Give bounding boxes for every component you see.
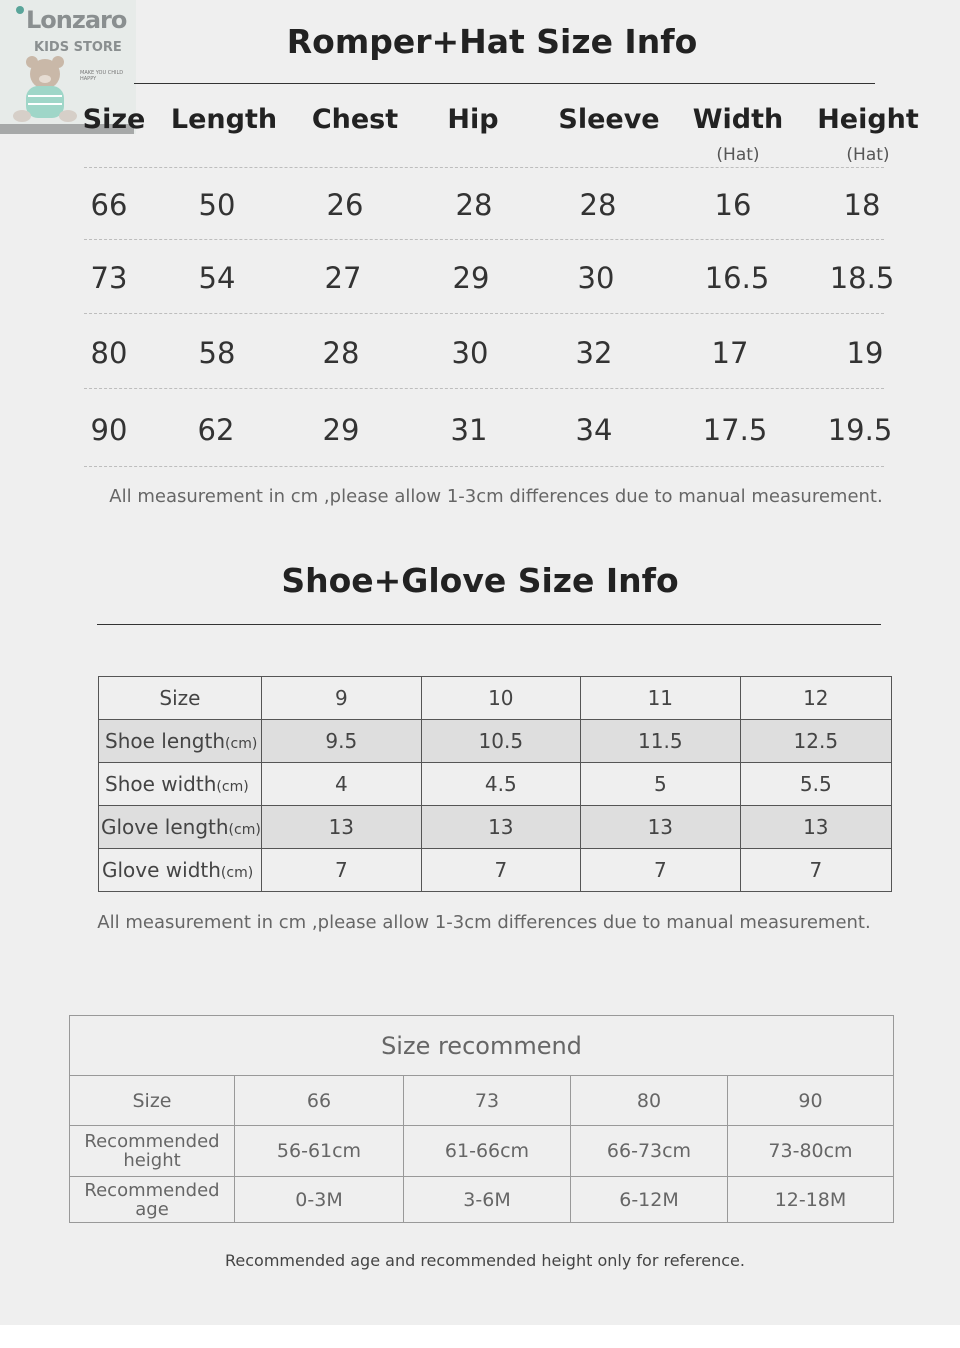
table-row xyxy=(70,1177,894,1223)
row-divider xyxy=(84,313,884,314)
row-label-line: Recommended xyxy=(84,1179,220,1201)
shoe-title: Shoe+Glove Size Info xyxy=(281,561,679,600)
logo-tagline: MAKE YOU CHILD HAPPY xyxy=(80,70,124,82)
row-label xyxy=(99,763,262,806)
romper-cell: 28 xyxy=(322,336,360,370)
romper-cell: 30 xyxy=(577,261,615,295)
row-label xyxy=(99,849,262,892)
row-label-text: Shoe width xyxy=(105,772,217,796)
table-row xyxy=(70,1076,894,1126)
unit-label: (cm) xyxy=(216,779,249,795)
romper-cell: 29 xyxy=(452,261,490,295)
recommend-size: 90 xyxy=(728,1076,894,1126)
romper-header: Hip xyxy=(447,104,499,135)
romper-cell: 29 xyxy=(322,413,360,447)
recommend-size: 66 xyxy=(235,1076,404,1126)
romper-cell: 27 xyxy=(324,261,362,295)
shoe-cell: 4.5 xyxy=(421,763,580,806)
romper-cell: 34 xyxy=(575,413,613,447)
shoe-cell: 13 xyxy=(580,806,740,849)
romper-cell: 62 xyxy=(197,413,235,447)
shoe-cell: 13 xyxy=(421,806,580,849)
recommend-header-label: Size xyxy=(70,1076,235,1126)
table-row xyxy=(99,849,892,892)
shoe-cell: 5 xyxy=(580,763,740,806)
romper-header: Height xyxy=(817,104,919,135)
romper-note: All measurement in cm ,please allow 1-3cm differences due to manual measurement. xyxy=(109,486,883,507)
row-divider xyxy=(84,239,884,240)
recommend-cell: 12-18M xyxy=(728,1177,894,1223)
row-divider xyxy=(84,167,884,168)
table-row xyxy=(99,720,892,763)
row-divider xyxy=(84,466,884,467)
romper-cell: 58 xyxy=(198,336,236,370)
romper-cell: 32 xyxy=(575,336,613,370)
romper-cell: 73 xyxy=(90,261,128,295)
unit-label: (cm) xyxy=(228,822,261,838)
unit-label: (cm) xyxy=(220,865,254,881)
shoe-size: 12 xyxy=(740,677,891,720)
shoe-cell: 7 xyxy=(580,849,740,892)
romper-cell: 54 xyxy=(198,261,236,295)
romper-cell: 16.5 xyxy=(704,261,770,295)
row-label-line: age xyxy=(135,1198,169,1220)
logo-brand: Lonzaro xyxy=(26,6,127,34)
row-label-text: Glove width xyxy=(102,858,221,882)
recommend-caption: Size recommend xyxy=(70,1016,894,1076)
row-label xyxy=(99,720,262,763)
romper-cell: 66 xyxy=(90,188,128,222)
shoe-title-rule xyxy=(97,624,881,625)
shoe-table xyxy=(98,676,892,892)
shoe-cell: 7 xyxy=(421,849,580,892)
shoe-cell: 12.5 xyxy=(740,720,891,763)
recommend-cell: 61-66cm xyxy=(404,1126,571,1177)
shoe-header-label: Size xyxy=(99,677,262,720)
recommend-table xyxy=(69,1015,894,1223)
row-divider xyxy=(84,388,884,389)
romper-title: Romper+Hat Size Info xyxy=(286,22,698,61)
romper-cell: 19.5 xyxy=(827,413,893,447)
row-label-text: Glove length xyxy=(101,815,229,839)
row-label-line: Recommended xyxy=(84,1131,220,1152)
romper-header: Chest xyxy=(311,104,399,135)
recommend-cell: 6-12M xyxy=(571,1177,728,1223)
recommend-size: 73 xyxy=(404,1076,571,1126)
romper-header-note: (Hat) xyxy=(716,145,760,165)
teddy-bear-icon xyxy=(12,56,78,124)
romper-cell: 28 xyxy=(455,188,493,222)
romper-cell: 90 xyxy=(90,413,128,447)
romper-cell: 18 xyxy=(843,188,881,222)
shoe-cell: 7 xyxy=(740,849,891,892)
recommend-size: 80 xyxy=(571,1076,728,1126)
romper-cell: 50 xyxy=(198,188,236,222)
recommend-cell: 3-6M xyxy=(404,1177,571,1223)
shoe-cell: 13 xyxy=(261,806,421,849)
table-row xyxy=(70,1016,894,1076)
romper-header-note: (Hat) xyxy=(846,145,890,165)
shoe-size: 9 xyxy=(261,677,421,720)
romper-header: Sleeve xyxy=(558,104,660,135)
shoe-cell: 9.5 xyxy=(261,720,421,763)
romper-cell: 16 xyxy=(714,188,752,222)
row-label xyxy=(70,1126,235,1177)
row-label-text: Shoe length xyxy=(105,729,226,753)
recommend-cell: 0-3M xyxy=(235,1177,404,1223)
romper-cell: 17.5 xyxy=(702,413,768,447)
shoe-cell: 11.5 xyxy=(580,720,740,763)
row-label-line: height xyxy=(123,1150,181,1171)
shoe-cell: 5.5 xyxy=(740,763,891,806)
romper-header: Size xyxy=(82,104,146,135)
recommend-cell: 66-73cm xyxy=(571,1126,728,1177)
logo-dot-icon xyxy=(16,6,24,14)
unit-label: (cm) xyxy=(225,736,258,752)
recommend-cell: 73-80cm xyxy=(728,1126,894,1177)
romper-header: Length xyxy=(170,104,278,135)
romper-cell: 80 xyxy=(90,336,128,370)
romper-cell: 17 xyxy=(711,336,749,370)
romper-header: Width xyxy=(692,104,784,135)
row-label xyxy=(99,806,262,849)
logo-subtitle: KIDS STORE xyxy=(34,40,122,55)
romper-cell: 26 xyxy=(326,188,364,222)
shoe-size: 11 xyxy=(580,677,740,720)
recommend-cell: 56-61cm xyxy=(235,1126,404,1177)
shoe-cell: 4 xyxy=(261,763,421,806)
romper-cell: 28 xyxy=(579,188,617,222)
romper-cell: 18.5 xyxy=(829,261,895,295)
romper-cell: 19 xyxy=(846,336,884,370)
table-row xyxy=(99,806,892,849)
table-row xyxy=(99,763,892,806)
shoe-cell: 10.5 xyxy=(421,720,580,763)
table-row xyxy=(70,1126,894,1177)
table-row xyxy=(99,677,892,720)
recommend-note: Recommended age and recommended height only for reference. xyxy=(225,1251,745,1270)
romper-cell: 31 xyxy=(450,413,488,447)
shoe-size: 10 xyxy=(421,677,580,720)
shoe-note: All measurement in cm ,please allow 1-3cm differences due to manual measurement. xyxy=(97,912,871,933)
romper-cell: 30 xyxy=(451,336,489,370)
shoe-cell: 13 xyxy=(740,806,891,849)
row-label xyxy=(70,1177,235,1223)
shoe-cell: 7 xyxy=(261,849,421,892)
romper-title-rule xyxy=(134,83,875,84)
